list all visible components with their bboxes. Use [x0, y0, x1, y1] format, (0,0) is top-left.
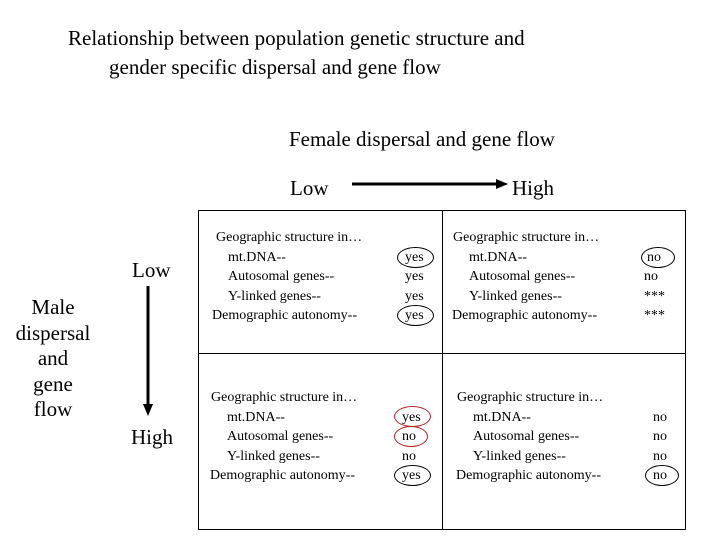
- male-heading-line: flow: [33, 397, 73, 421]
- cell-male-low-female-high: [445, 228, 685, 326]
- row-value: no: [644, 269, 658, 284]
- male-heading-line: dispersal: [15, 320, 91, 345]
- title-line-2: gender specific dispersal and gene flow: [109, 55, 441, 79]
- row-label: mt.DNA--: [469, 249, 527, 265]
- row-label: Autosomal genes--: [228, 269, 335, 284]
- cell-header: Geographic structure in…: [457, 390, 604, 405]
- row-value: yes: [402, 409, 421, 425]
- row-value: yes: [405, 249, 424, 265]
- row-label: Autosomal genes--: [473, 429, 580, 444]
- male-axis-high-label: High: [131, 425, 173, 449]
- row-label: mt.DNA--: [227, 409, 285, 425]
- female-axis-heading: Female dispersal and gene flow: [289, 127, 555, 151]
- row-value: yes: [405, 269, 424, 284]
- title-line-1: Relationship between population genetic structure and: [68, 26, 525, 50]
- cell-header: Geographic structure in…: [453, 230, 600, 245]
- male-heading-line: gene: [33, 371, 73, 396]
- row-value: no: [653, 448, 667, 464]
- cell-header: Geographic structure in…: [216, 230, 363, 245]
- row-label: Autosomal genes--: [469, 269, 576, 284]
- cell-header: Geographic structure in…: [211, 390, 358, 405]
- row-label: Demographic autonomy--: [212, 308, 358, 323]
- cell-male-high-female-high: [445, 388, 685, 486]
- grid-divider-horizontal: [198, 353, 686, 354]
- row-label: Y-linked genes--: [473, 448, 566, 464]
- row-value: yes: [405, 288, 424, 304]
- row-value: ***: [644, 288, 665, 304]
- row-value: yes: [402, 468, 421, 483]
- row-label: Autosomal genes--: [227, 429, 334, 444]
- row-value: no: [402, 429, 416, 444]
- cell-male-high-female-low: [200, 388, 440, 486]
- female-axis-high-label: High: [512, 176, 554, 200]
- female-axis-low-label: Low: [290, 176, 329, 200]
- row-label: Y-linked genes--: [227, 448, 320, 464]
- row-label: Y-linked genes--: [469, 288, 562, 304]
- male-heading-line: Male: [31, 295, 75, 319]
- male-heading-line: and: [37, 346, 69, 370]
- slide-title: [68, 24, 525, 82]
- row-value: no: [647, 249, 661, 265]
- row-label: mt.DNA--: [228, 249, 286, 265]
- male-axis-low-label: Low: [132, 258, 171, 282]
- cell-male-low-female-low: [200, 228, 440, 326]
- row-label: Demographic autonomy--: [456, 468, 602, 483]
- row-value: ***: [644, 308, 665, 323]
- row-label: Demographic autonomy--: [210, 468, 356, 483]
- row-label: Demographic autonomy--: [452, 308, 598, 323]
- row-value: no: [402, 448, 416, 464]
- grid-divider-vertical: [442, 210, 443, 530]
- row-value: no: [653, 429, 667, 444]
- row-label: mt.DNA--: [473, 409, 531, 425]
- row-label: Y-linked genes--: [228, 288, 321, 304]
- female-axis-arrow: [350, 176, 510, 192]
- row-value: yes: [405, 308, 424, 323]
- male-axis-arrow: [140, 284, 156, 418]
- row-value: no: [653, 468, 667, 483]
- row-value: no: [653, 409, 667, 425]
- male-axis-heading: [2, 295, 104, 423]
